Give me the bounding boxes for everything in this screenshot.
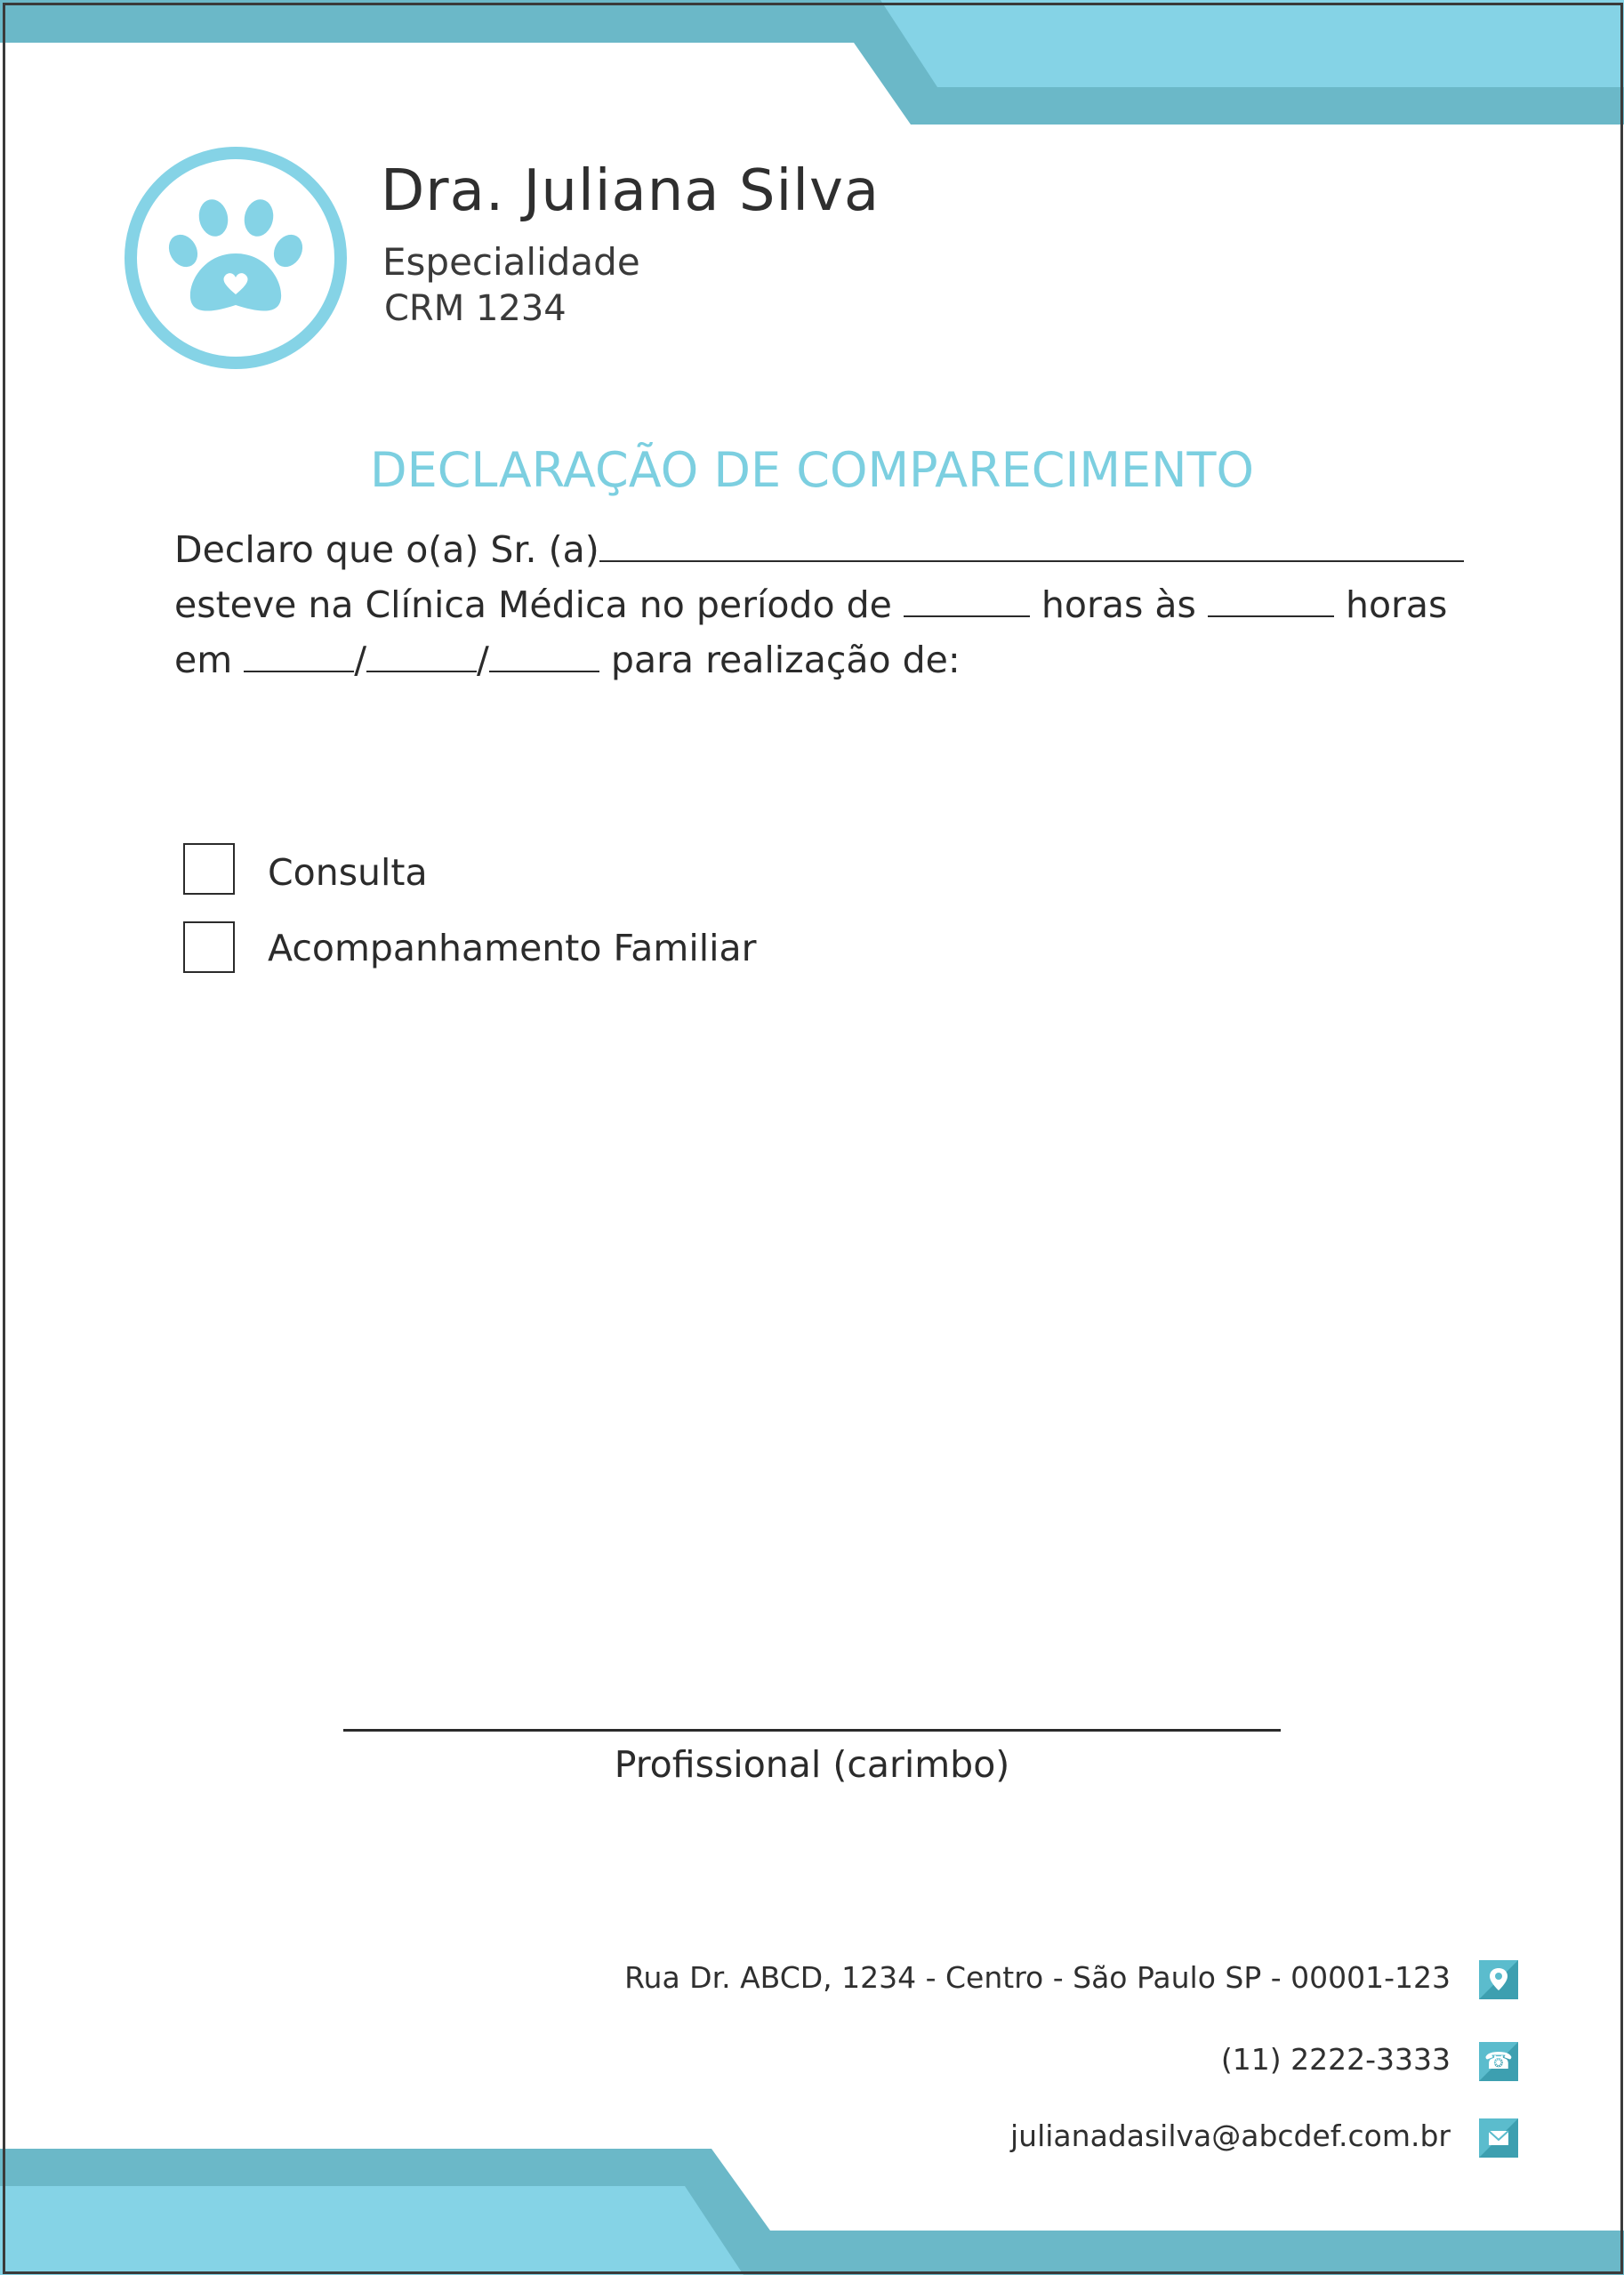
- declaration-line-3: [174, 637, 961, 681]
- month-blank[interactable]: [366, 637, 477, 672]
- declaration-line-1: [174, 527, 1464, 571]
- doctor-crm: CRM 1234: [384, 288, 567, 329]
- phone-text: (11) 2222-3333: [1220, 2042, 1451, 2077]
- declaration-text-6: para realização de:: [610, 639, 961, 681]
- acompanhamento-label: Acompanhamento Familiar: [268, 927, 757, 969]
- consulta-checkbox[interactable]: [183, 843, 235, 895]
- envelope-icon: [1479, 2118, 1518, 2158]
- date-separator: /: [354, 639, 367, 681]
- bottom-decorative-band: [0, 2143, 1624, 2275]
- day-blank[interactable]: [244, 637, 354, 672]
- acompanhamento-checkbox[interactable]: [183, 921, 235, 973]
- declaration-line-2: [174, 582, 1447, 626]
- start-hour-blank[interactable]: [904, 582, 1030, 617]
- consulta-label: Consulta: [268, 851, 428, 894]
- doctor-name: Dra. Juliana Silva: [381, 158, 880, 224]
- declaration-text-3: horas às: [1041, 583, 1196, 626]
- signature-label: Profissional (carimbo): [614, 1743, 1010, 1786]
- document-title: DECLARAÇÃO DE COMPARECIMENTO: [370, 442, 1254, 498]
- patient-name-blank[interactable]: [599, 527, 1464, 562]
- declaration-text-4: horas: [1345, 583, 1448, 626]
- date-separator: /: [477, 639, 489, 681]
- phone-icon: ☎: [1479, 2042, 1518, 2081]
- end-hour-blank[interactable]: [1208, 582, 1334, 617]
- year-blank[interactable]: [489, 637, 599, 672]
- paw-heart-icon: [121, 147, 352, 369]
- declaration-text-1: Declaro que o(a) Sr. (a): [174, 528, 599, 571]
- doctor-specialty: Especialidade: [382, 240, 640, 284]
- address-text: Rua Dr. ABCD, 1234 - Centro - São Paulo SP - 00001-123: [624, 1960, 1451, 1995]
- declaration-text-2: esteve na Clínica Médica no período de: [174, 583, 892, 626]
- signature-line[interactable]: [343, 1729, 1281, 1732]
- location-pin-icon: [1479, 1960, 1518, 1999]
- top-decorative-band: [0, 0, 1624, 133]
- email-text[interactable]: julianadasilva@abcdef.com.br: [1010, 2118, 1451, 2153]
- declaration-text-5: em: [174, 639, 233, 681]
